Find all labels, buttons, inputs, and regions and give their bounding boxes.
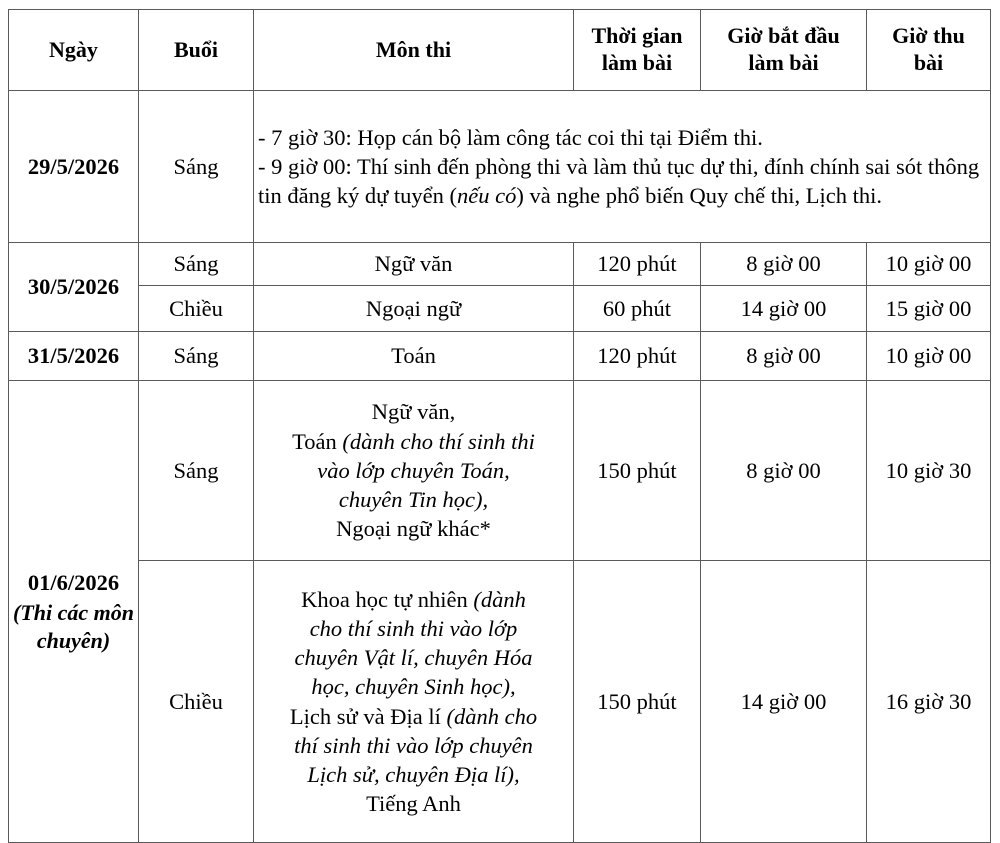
description-line: - 7 giờ 30: Họp cán bộ làm công tác coi thi tại Điểm thi.: [258, 124, 763, 150]
description-text: - 9 giờ 00: Thí sinh đến phòng thi và làm thủ tục dự thi, đính chính sai sót thông tin đăng ký dự tuyển (: [258, 153, 980, 209]
subject-line: cho thí sinh thi vào lớp: [309, 615, 518, 641]
subject-line: Ngữ văn,: [371, 399, 456, 425]
description-italic: nếu có: [457, 183, 517, 209]
cell-date: 30/5/2026: [9, 243, 139, 332]
description-text-after: ) và nghe phổ biến Quy chế thi, Lịch thi.: [516, 183, 882, 209]
date-value: 01/6/2026: [27, 570, 120, 596]
table-row: [9, 91, 991, 243]
cell-subject: [254, 286, 574, 332]
header-line-2: bài: [913, 50, 944, 75]
cell-session: Chiều: [139, 561, 254, 843]
cell-session: Chiều: [139, 286, 254, 332]
column-header-gio-thu-bai: [867, 10, 991, 91]
cell-end-time: 10 giờ 30: [867, 381, 991, 561]
cell-duration: 150 phút: [574, 561, 701, 843]
cell-subject: [254, 561, 574, 843]
cell-start-time: 8 giờ 00: [701, 332, 867, 381]
cell-description: [254, 91, 991, 243]
subject-italic: (dành: [473, 586, 526, 612]
column-header-gio-bat-dau-lam-bai: [701, 10, 867, 91]
cell-session: Sáng: [139, 91, 254, 243]
cell-end-time: 15 giờ 00: [867, 286, 991, 332]
subject-line: Ngoại ngữ: [365, 295, 462, 321]
subject-line: thí sinh thi vào lớp chuyên: [294, 732, 533, 758]
table-row: [9, 561, 991, 843]
cell-duration: 150 phút: [574, 381, 701, 561]
table-body: [9, 91, 991, 843]
cell-start-time: 14 giờ 00: [701, 561, 867, 843]
cell-session: Sáng: [139, 332, 254, 381]
cell-start-time: 14 giờ 00: [701, 286, 867, 332]
header-line-1: Giờ bắt đầu: [727, 23, 840, 49]
header-line-1: Thời gian: [591, 23, 683, 49]
column-header-thoi-gian-lam-bai: [574, 10, 701, 91]
cell-duration: 120 phút: [574, 332, 701, 381]
subject-text: Toán: [292, 428, 343, 454]
subject-line: chuyên Vật lí, chuyên Hóa: [294, 645, 533, 670]
subject-italic: (dành cho: [446, 703, 538, 729]
cell-session: Sáng: [139, 381, 254, 561]
subject-text: Khoa học tự nhiên: [301, 586, 474, 612]
cell-duration: 60 phút: [574, 286, 701, 332]
subject-line: [258, 585, 569, 614]
subject-line: Ngoại ngữ khác*: [336, 516, 491, 542]
cell-date: [9, 381, 139, 843]
table-header: [9, 10, 991, 91]
cell-end-time: 16 giờ 30: [867, 561, 991, 843]
table-header-row: [9, 10, 991, 91]
cell-date: 29/5/2026: [9, 91, 139, 243]
header-line-2: làm bài: [748, 50, 819, 75]
cell-start-time: 8 giờ 00: [701, 243, 867, 286]
subject-line: Toán: [391, 343, 436, 369]
column-header-mon-thi: Môn thi: [254, 10, 574, 91]
cell-start-time: 8 giờ 00: [701, 381, 867, 561]
cell-session: Sáng: [139, 243, 254, 286]
column-header-ngay: Ngày: [9, 10, 139, 91]
column-header-buoi: Buổi: [139, 10, 254, 91]
subject-italic: (dành cho thí sinh thi: [342, 428, 535, 454]
subject-line: Ngữ văn: [374, 251, 453, 277]
table-row: [9, 286, 991, 332]
cell-date: 31/5/2026: [9, 332, 139, 381]
cell-end-time: 10 giờ 00: [867, 243, 991, 286]
subject-line: Tiếng Anh: [366, 791, 461, 817]
table-row: [9, 243, 991, 286]
cell-end-time: 10 giờ 00: [867, 332, 991, 381]
cell-duration: 120 phút: [574, 243, 701, 286]
table-row: [9, 332, 991, 381]
subject-text: Lịch sử và Địa lí: [289, 703, 447, 729]
exam-schedule-table: [8, 9, 991, 843]
header-line-1: Giờ thu: [892, 23, 965, 49]
header-line-2: làm bài: [601, 50, 673, 75]
subject-line: [258, 427, 569, 456]
subject-line: [258, 702, 569, 731]
subject-line: học, chuyên Sinh học),: [311, 674, 516, 700]
subject-line: Lịch sử, chuyên Địa lí),: [307, 762, 520, 787]
table-row: [9, 381, 991, 561]
cell-subject: [254, 381, 574, 561]
description-line: [258, 152, 986, 211]
subject-line: vào lớp chuyên Toán,: [317, 457, 510, 483]
subject-line: chuyên Tin học),: [338, 487, 489, 513]
cell-subject: [254, 332, 574, 381]
cell-subject: [254, 243, 574, 286]
date-note: (Thi các môn chuyên): [13, 600, 134, 654]
